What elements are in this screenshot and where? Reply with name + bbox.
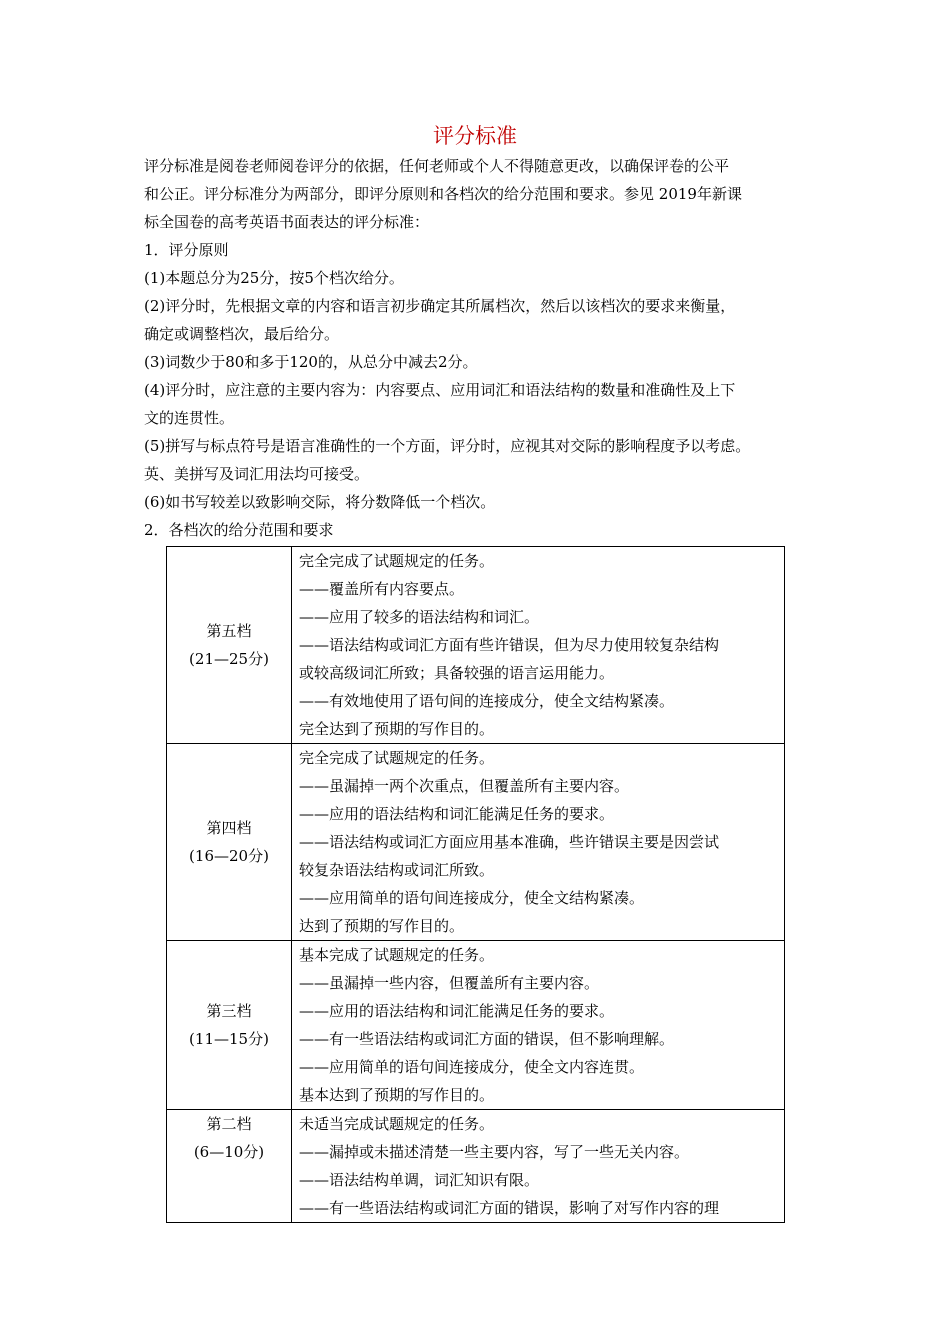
level-label: 第五档 (206, 622, 252, 640)
level-range: (16—20分) (189, 847, 269, 865)
description-line: ——应用的语法结构和词汇能满足任务的要求。 (299, 805, 615, 823)
principle-line: (2)评分时，先根据文章的内容和语言初步确定其所属档次，然后以该档次的要求来衡量， (144, 297, 736, 315)
description-line: ——虽漏掉一两个次重点，但覆盖所有主要内容。 (299, 777, 630, 795)
description-line: ——有一些语法结构或词汇方面的错误，但不影响理解。 (299, 1030, 675, 1048)
level-cell (167, 744, 292, 941)
grading-table (166, 546, 785, 1223)
description-line: 或较高级词汇所致；具备较强的语言运用能力。 (299, 664, 615, 682)
description-line: ——有一些语法结构或词汇方面的错误，影响了对写作内容的理 (299, 1199, 720, 1217)
principle-line: 确定或调整档次，最后给分。 (144, 325, 340, 343)
principle-line: (3)词数少于80和多于120的，从总分中减去2分。 (144, 353, 478, 371)
description-cell (292, 941, 785, 1110)
document-body (144, 152, 824, 544)
description-line: ——应用了较多的语法结构和词汇。 (299, 608, 540, 626)
level-cell (167, 1110, 292, 1223)
description-line: ——漏掉或未描述清楚一些主要内容，写了一些无关内容。 (299, 1143, 690, 1161)
level-label: 第二档 (206, 1115, 252, 1133)
description-cell (292, 547, 785, 744)
description-line: ——有效地使用了语句间的连接成分，使全文结构紧凑。 (299, 692, 675, 710)
description-line: ——应用简单的语句间连接成分，使全文结构紧凑。 (299, 889, 645, 907)
description-line: 基本达到了预期的写作目的。 (299, 1086, 495, 1104)
description-line: 完全达到了预期的写作目的。 (299, 720, 495, 738)
description-line: 达到了预期的写作目的。 (299, 917, 465, 935)
level-cell (167, 547, 292, 744)
table-row (167, 1110, 785, 1223)
description-line: ——覆盖所有内容要点。 (299, 580, 465, 598)
level-range: (21—25分) (189, 650, 269, 668)
level-cell (167, 941, 292, 1110)
description-cell (292, 1110, 785, 1223)
level-range: (6—10分) (193, 1143, 265, 1161)
level-label: 第四档 (206, 819, 252, 837)
page-title: 评分标准 (433, 124, 517, 148)
principle-line: (1)本题总分为25分，按5个档次给分。 (144, 269, 404, 287)
table-row (167, 547, 785, 744)
description-line: ——语法结构或词汇方面应用基本准确，些许错误主要是因尝试 (299, 833, 720, 851)
principle-line: (6)如书写较差以致影响交际，将分数降低一个档次。 (144, 493, 496, 511)
description-line: ——应用简单的语句间连接成分，使全文内容连贯。 (299, 1058, 645, 1076)
intro-line: 标全国卷的高考英语书面表达的评分标准： (144, 213, 430, 231)
table-row (167, 744, 785, 941)
description-line: ——语法结构或词汇方面有些许错误，但为尽力使用较复杂结构 (299, 636, 720, 654)
description-cell (292, 744, 785, 941)
intro-line: 和公正。评分标准分为两部分，即评分原则和各档次的给分范围和要求。参见 2019年新课 (144, 185, 742, 203)
principle-line: (5)拼写与标点符号是语言准确性的一个方面，评分时，应视其对交际的影响程度予以考虑。 (144, 437, 751, 455)
description-line: 基本完成了试题规定的任务。 (299, 946, 495, 964)
section-heading-grades: 2．各档次的给分范围和要求 (144, 521, 334, 539)
description-line: ——虽漏掉一些内容，但覆盖所有主要内容。 (299, 974, 600, 992)
principle-line: 文的连贯性。 (144, 409, 235, 427)
intro-line: 评分标准是阅卷老师阅卷评分的依据，任何老师或个人不得随意更改，以确保评卷的公平 (144, 157, 730, 175)
description-line: ——应用的语法结构和词汇能满足任务的要求。 (299, 1002, 615, 1020)
level-label: 第三档 (206, 1002, 252, 1020)
description-line: 完全完成了试题规定的任务。 (299, 552, 495, 570)
level-range: (11—15分) (189, 1030, 269, 1048)
description-line: ——语法结构单调，词汇知识有限。 (299, 1171, 540, 1189)
description-line: 较复杂语法结构或词汇所致。 (299, 861, 495, 879)
description-line: 未适当完成试题规定的任务。 (299, 1115, 495, 1133)
section-heading-principles: 1．评分原则 (144, 241, 229, 259)
principle-line: 英、美拼写及词汇用法均可接受。 (144, 465, 370, 483)
table-row (167, 941, 785, 1110)
principle-line: (4)评分时，应注意的主要内容为：内容要点、应用词汇和语法结构的数量和准确性及上下 (144, 381, 736, 399)
description-line: 完全完成了试题规定的任务。 (299, 749, 495, 767)
